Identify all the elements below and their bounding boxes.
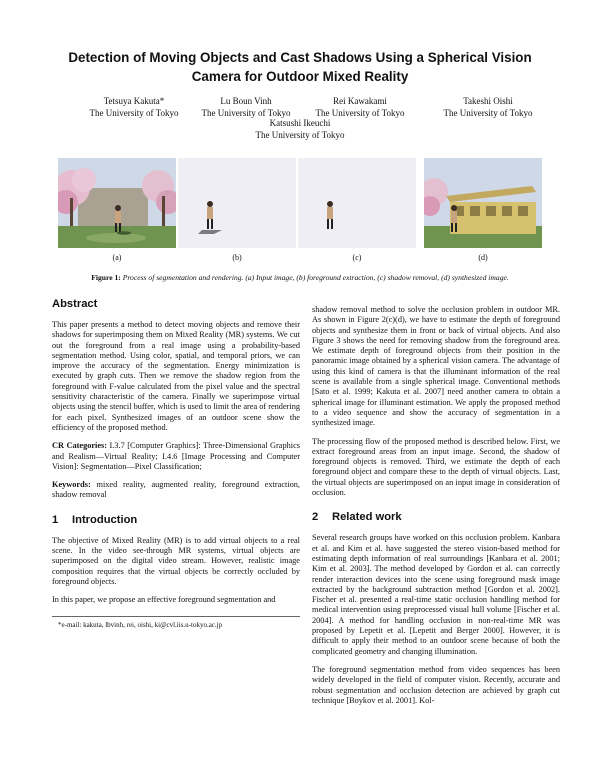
paper-title (40, 48, 560, 86)
figure-label: (d) (478, 253, 488, 262)
figure-caption (40, 273, 560, 282)
body-paragraph-3: Several research groups have worked on this occlusion problem. Kanbara et al. and Kim et al. have suggested the stereo vision-based method for estimating depth information of real surroundings [Kanbara et al. 2001; Kim et al. 2003]. The method developed by Gordon et al. can correctly render interaction devices into the scene using foreground mask image extracted by the background subtraction method [Gordon et al. 2002]. Fischer et al. presented a real-time static occlusion handling method for medical intervention using preprocessed visual hull volume [Fischer et al. 2004]. A method for handling occlusion in non-real-time MR was proposed by Lepetit et al. [Lepetit and Berger 2000]. However, it is difficult to apply their method to an outdoor scene because of both the complicated geometry and changing illumination. (312, 533, 560, 656)
author-affiliation: The University of Tokyo (89, 107, 179, 118)
section-number: 1 (52, 513, 59, 526)
author-block (418, 96, 558, 119)
body-paragraph-1: shadow removal method to solve the occlusion problem in outdoor MR. As shown in Figure 2(c)(d), we have to estimate the depth of foreground objects and synthesize them in front or back of virtual objects. And also Figure 3 shows the need for removing shadow from the foreground area. We estimate depth of foreground objects from their position in the panoramic image obtained by a spherical vision camera. The advantage of using this kind of camera is that the illuminant information of the real scene is available from a single spherical image. Conventional methods [Sato et al. 1999; Kakuta et al. 2007] need another camera to obtain a spherical image for illuminant estimation. We apply the proposed method to a video sequence and show the accuracy of segmentation in a synthesized image. (312, 305, 560, 428)
figure-label: (c) (352, 253, 362, 262)
figure-image-input (58, 158, 176, 248)
cr-label: CR Categories: (52, 441, 108, 451)
abstract-text: This paper presents a method to detect moving objects and remove their shadows for superimposing them on Mixed Reality (MR) systems. We cut out the foreground from a real image using a probability-based segmentation method. Using color, spatial, and temporal priors, we can improve the accuracy of the segmentation. Energy minimization is executed by graph cuts. Then we remove the shadow region from the foreground with F-value calculated from the pixel value and the spectral sensitivity characteristic of the camera. Finally we superimpose virtual objects using the stencil buffer, which is used to limit the area of rendering for each pixel. Synthesized images of an outdoor scene show the efficiency of the proposed method. (52, 320, 300, 432)
author-name: Lu Boun Vinh (220, 96, 272, 106)
author-affiliation: The University of Tokyo (315, 107, 405, 118)
figure-image-synthesized (424, 158, 542, 248)
section-number: 2 (312, 511, 319, 524)
section-title: Related work (332, 511, 402, 524)
author-block (230, 118, 370, 141)
body-paragraph-2: The processing flow of the proposed method is described below. First, we extract foreground areas from an input image. Second, the shadow of foreground objects is removed. Third, we estimate the depth of each foreground object and compare these to the depth of virtual objects. Last, the virtual objects are superimposed on an input image in consideration of occlusion. (312, 436, 560, 498)
author-block (290, 96, 430, 119)
intro-paragraph-2: In this paper, we propose an effective foreground segmentation and (52, 595, 276, 605)
figure-image-shadow-removed (298, 158, 416, 248)
footnote-rule (52, 616, 300, 617)
author-affiliation: The University of Tokyo (201, 107, 291, 118)
keywords-label: Keywords: (52, 480, 91, 490)
intro-paragraph-1: The objective of Mixed Reality (MR) is to add virtual objects to a real scene. In the video see-through MR systems, virtual objects are superimposed on the digital video stream. However, realistic image composition requires that the virtual objects be correctly occluded by foreground objects. (52, 535, 300, 586)
author-name: Katsushi Ikeuchi (269, 118, 331, 128)
cr-text: I.3.7 [Computer Graphics]: Three-Dimensional Graphics and Realism—Virtual Reality; I.4.6 [Image Processing and Computer Vision]: Segmentation—Pixel Classification; (52, 441, 300, 471)
left-column (52, 298, 300, 630)
title-line-1: Detection of Moving Objects and Cast Shadows Using a Spherical Vision (68, 50, 532, 65)
footnote-email: *e-mail: kakuta, lbvinh, rei, oishi, ki@cvl.iis.u-tokyo.ac.jp (58, 620, 223, 629)
keywords-text: mixed reality, augmented reality, foreground extraction, shadow removal (52, 480, 300, 500)
figure-label: (b) (232, 253, 242, 262)
author-name: Tetsuya Kakuta* (103, 96, 165, 106)
author-affiliation: The University of Tokyo (443, 107, 533, 118)
author-name: Takeshi Oishi (463, 96, 513, 106)
caption-label: Figure 1: (91, 273, 121, 282)
related-work-heading (312, 511, 560, 523)
cr-categories (52, 441, 300, 472)
introduction-heading (52, 514, 300, 526)
section-title: Introduction (72, 513, 138, 526)
figure-image-foreground (178, 158, 296, 248)
author-name: Rei Kawakami (333, 96, 387, 106)
keywords (52, 480, 300, 501)
title-line-2: Camera for Outdoor Mixed Reality (191, 69, 409, 84)
body-paragraph-4: The foreground segmentation method from video sequences has been widely developed in the field of computer vision. Recently, accurate and robust segmentation and occlusion detection are achieved by graph cut technique [Boykov et al. 2001]. Kol- (312, 664, 560, 705)
figure-label: (a) (112, 253, 122, 262)
right-column (312, 305, 560, 706)
author-affiliation: The University of Tokyo (255, 129, 345, 140)
abstract-heading: Abstract (52, 298, 98, 310)
caption-text: Process of segmentation and rendering. (a) Input image, (b) foreground extraction, (c) shadow removal, (d) synthesized image. (122, 273, 509, 282)
